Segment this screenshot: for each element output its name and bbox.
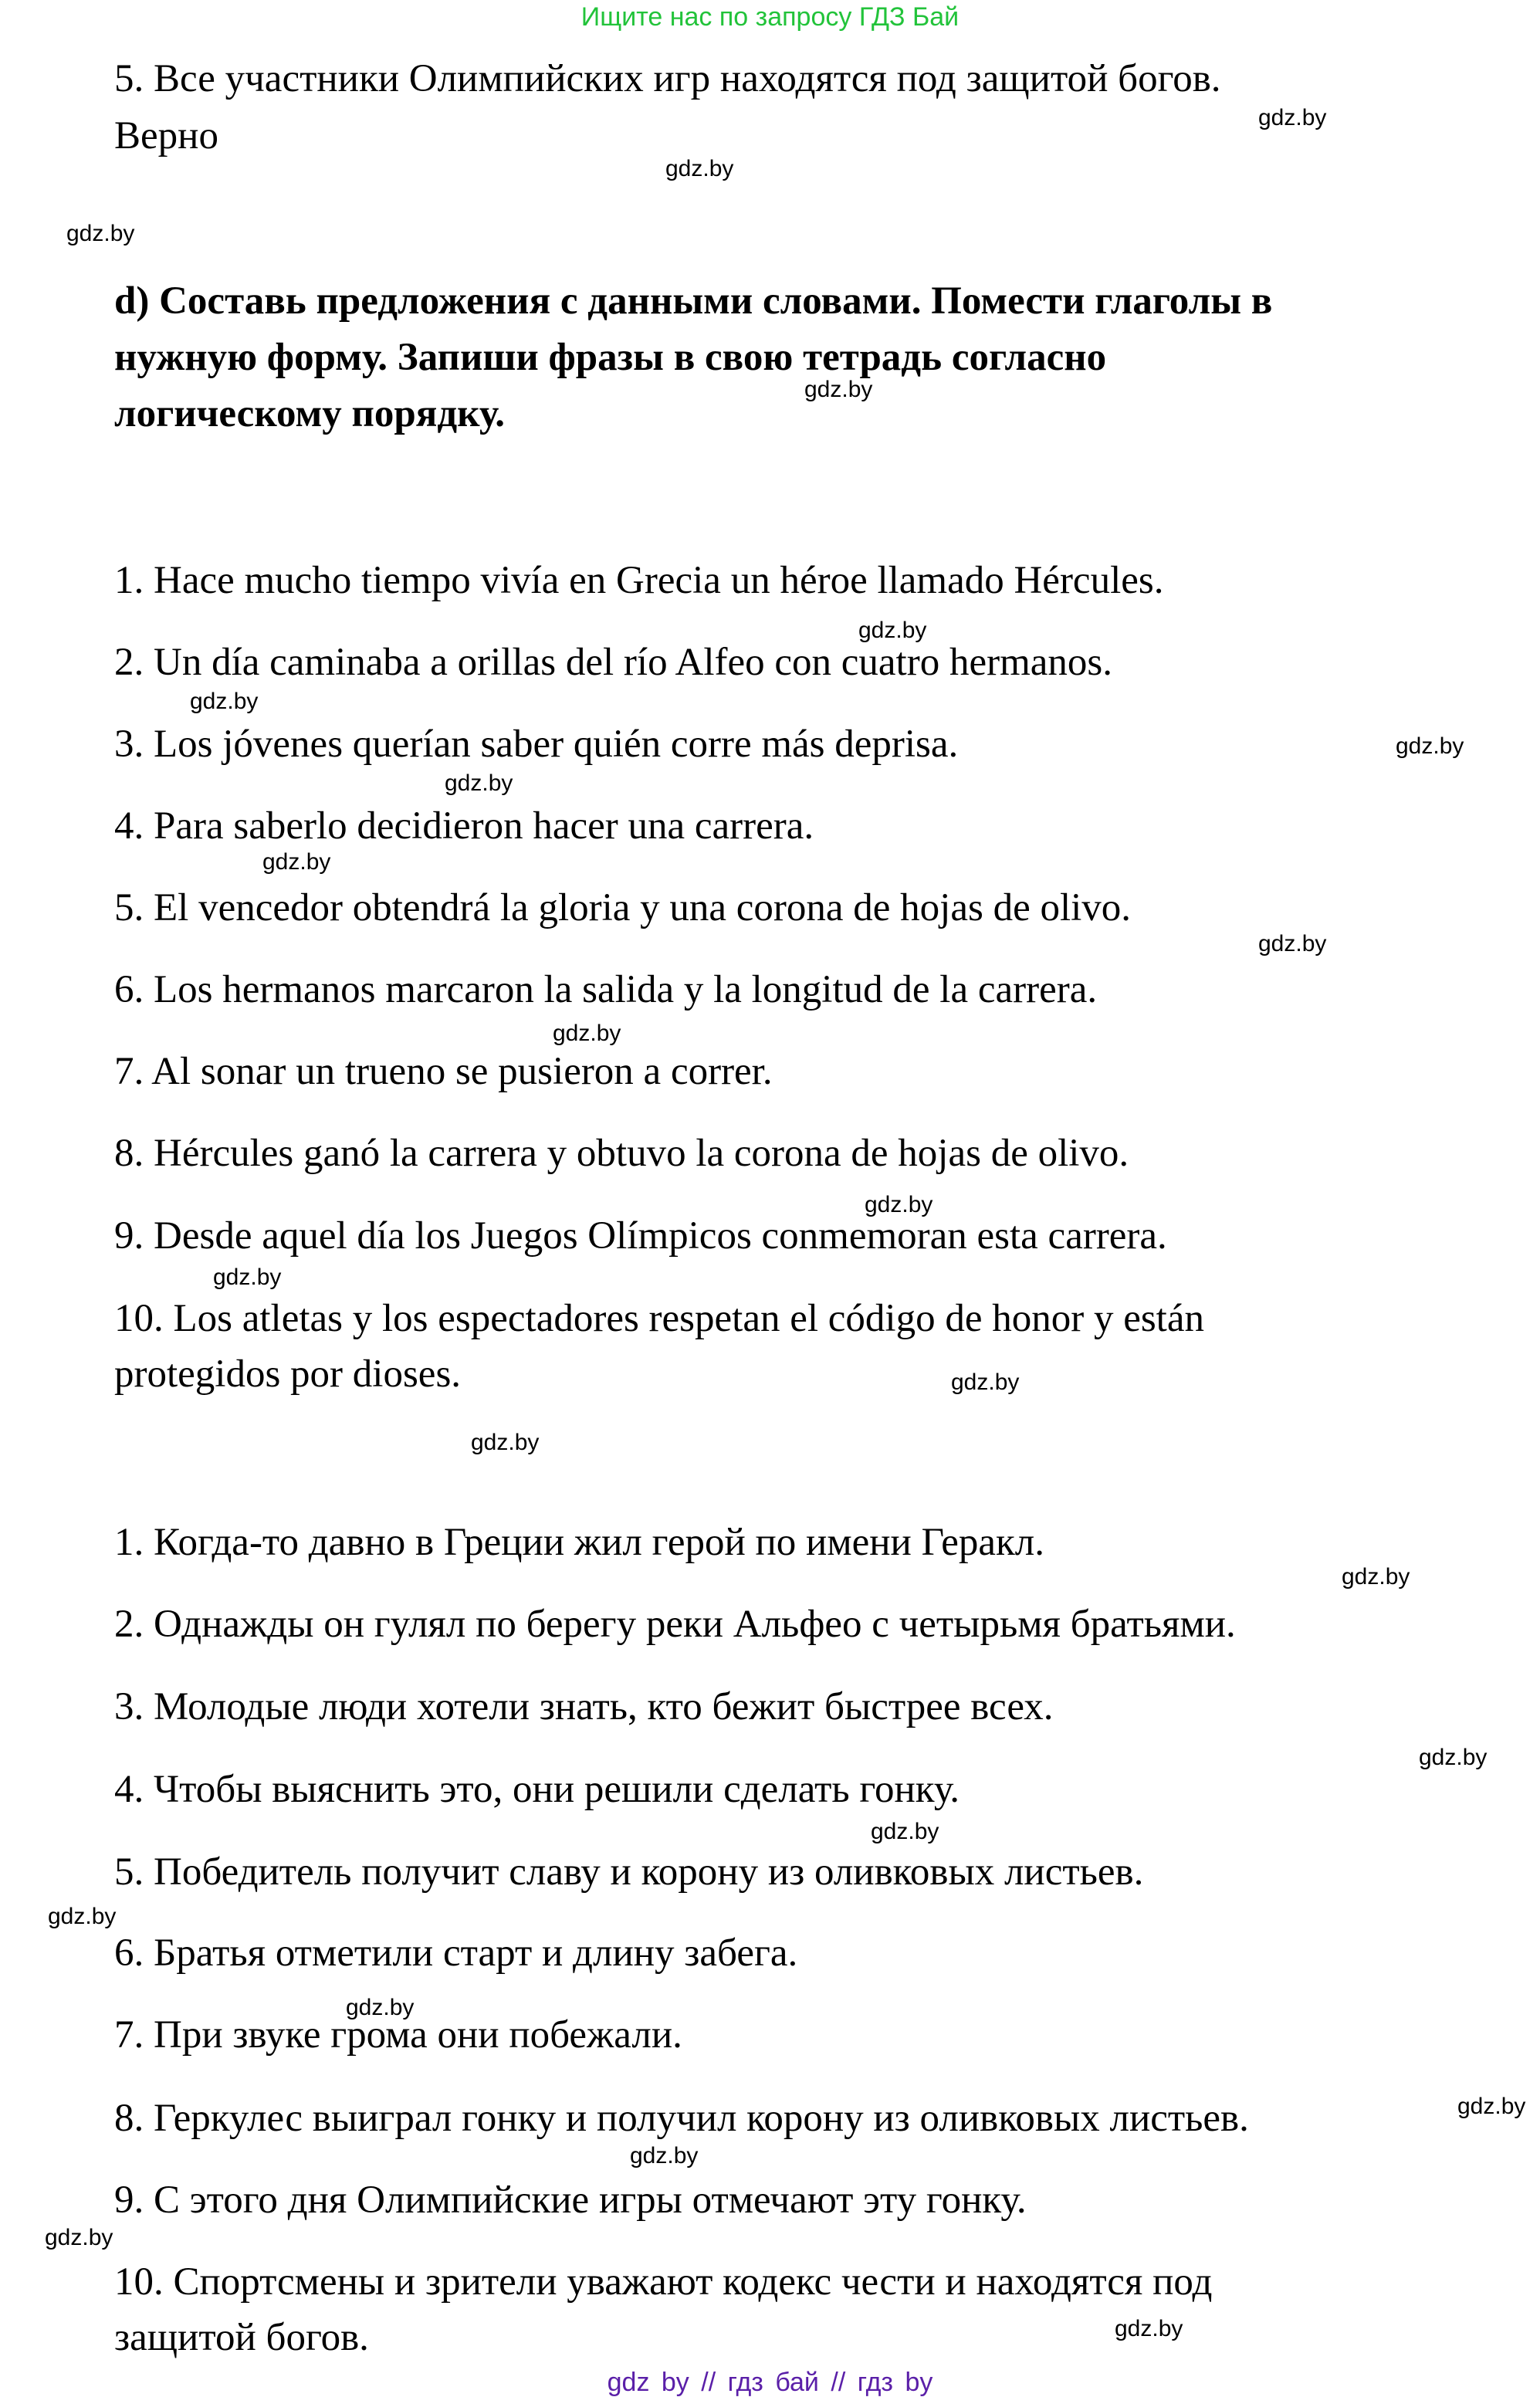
russian-sentence-10: 10. Спортсмены и зрители уважают кодекс чести и находятся под bbox=[114, 2260, 1213, 2304]
spanish-sentence-5: 5. El vencedor obtendrá la gloria y una corona de hojas de olivo. bbox=[114, 886, 1132, 929]
watermark: gdz.by bbox=[1258, 931, 1327, 956]
watermark: gdz.by bbox=[858, 618, 927, 643]
watermark: gdz.by bbox=[66, 221, 135, 246]
watermark: gdz.by bbox=[48, 1904, 117, 1929]
watermark: gdz.by bbox=[871, 1819, 939, 1844]
watermark: gdz.by bbox=[951, 1369, 1020, 1395]
watermark: gdz.by bbox=[630, 2143, 699, 2168]
task-d-heading-line-3: логическому порядку. bbox=[114, 392, 505, 435]
russian-sentence-8: 8. Геркулес выиграл гонку и получил корону из оливковых листьев. bbox=[114, 2097, 1249, 2140]
watermark: gdz.by bbox=[865, 1192, 933, 1217]
russian-sentence-7: 7. При звуке грома они побежали. bbox=[114, 2013, 682, 2057]
watermark: gdz.by bbox=[1419, 1745, 1488, 1770]
watermark: gdz.by bbox=[1457, 2094, 1526, 2119]
watermark: gdz.by bbox=[262, 849, 331, 875]
russian-sentence-9: 9. С этого дня Олимпийские игры отмечают эту гонку. bbox=[114, 2179, 1027, 2222]
russian-sentence-1: 1. Когда-то давно в Греции жил герой по имени Геракл. bbox=[114, 1521, 1044, 1564]
answer-5-line-1: 5. Все участники Олимпийских игр находятся под защитой богов. bbox=[114, 57, 1221, 100]
watermark: gdz.by bbox=[45, 2225, 113, 2250]
spanish-sentence-8: 8. Hércules ganó la carrera y obtuvo la corona de hojas de olivo. bbox=[114, 1132, 1129, 1175]
russian-sentence-3: 3. Молодые люди хотели знать, кто бежит быстрее всех. bbox=[114, 1685, 1054, 1728]
answer-5-line-2: Верно bbox=[114, 114, 218, 157]
spanish-sentence-9: 9. Desde aquel día los Juegos Olímpicos conmemoran esta carrera. bbox=[114, 1214, 1167, 1258]
watermark: gdz.by bbox=[445, 770, 513, 796]
russian-sentence-2: 2. Однажды он гулял по берегу реки Альфео с четырьмя братьями. bbox=[114, 1603, 1236, 1646]
spanish-sentence-2: 2. Un día caminaba a orillas del río Alfeo con cuatro hermanos. bbox=[114, 641, 1112, 684]
russian-sentence-10-cont: защитой богов. bbox=[114, 2316, 369, 2359]
spanish-sentence-3: 3. Los jóvenes querían saber quién corre más deprisa. bbox=[114, 723, 959, 766]
russian-sentence-6: 6. Братья отметили старт и длину забега. bbox=[114, 1931, 798, 1975]
watermark: gdz.by bbox=[1342, 1564, 1410, 1590]
watermark: gdz.by bbox=[213, 1265, 282, 1290]
spanish-sentence-7: 7. Al sonar un trueno se pusieron a correr. bbox=[114, 1050, 773, 1093]
footer-links[interactable]: gdz by // гдз бай // гдз by bbox=[607, 2368, 933, 2397]
watermark: gdz.by bbox=[1115, 2316, 1183, 2341]
watermark: gdz.by bbox=[665, 156, 734, 181]
task-d-heading-line-2: нужную форму. Запиши фразы в свою тетрадь согласно bbox=[114, 336, 1107, 379]
watermark: gdz.by bbox=[804, 377, 873, 402]
russian-sentence-5: 5. Победитель получит славу и корону из оливковых листьев. bbox=[114, 1850, 1144, 1894]
watermark: gdz.by bbox=[190, 689, 259, 714]
spanish-sentence-1: 1. Hace mucho tiempo vivía en Grecia un héroe llamado Hércules. bbox=[114, 559, 1164, 602]
watermark: gdz.by bbox=[553, 1021, 621, 1046]
russian-sentence-4: 4. Чтобы выяснить это, они решили сделать гонку. bbox=[114, 1768, 960, 1811]
spanish-sentence-6: 6. Los hermanos marcaron la salida y la longitud de la carrera. bbox=[114, 968, 1098, 1011]
spanish-sentence-4: 4. Para saberlo decidieron hacer una carrera. bbox=[114, 804, 814, 848]
watermark: gdz.by bbox=[346, 1995, 415, 2020]
watermark: gdz.by bbox=[1396, 733, 1464, 759]
task-d-heading-line-1: d) Составь предложения с данными словами. Помести глаголы в bbox=[114, 279, 1273, 323]
watermark: gdz.by bbox=[471, 1430, 540, 1455]
watermark: gdz.by bbox=[1258, 105, 1327, 130]
spanish-sentence-10: 10. Los atletas y los espectadores respetan el código de honor y están bbox=[114, 1297, 1204, 1340]
search-banner[interactable]: Ищите нас по запросу ГДЗ Бай bbox=[580, 2, 960, 32]
spanish-sentence-10-cont: protegidos por dioses. bbox=[114, 1353, 462, 1396]
